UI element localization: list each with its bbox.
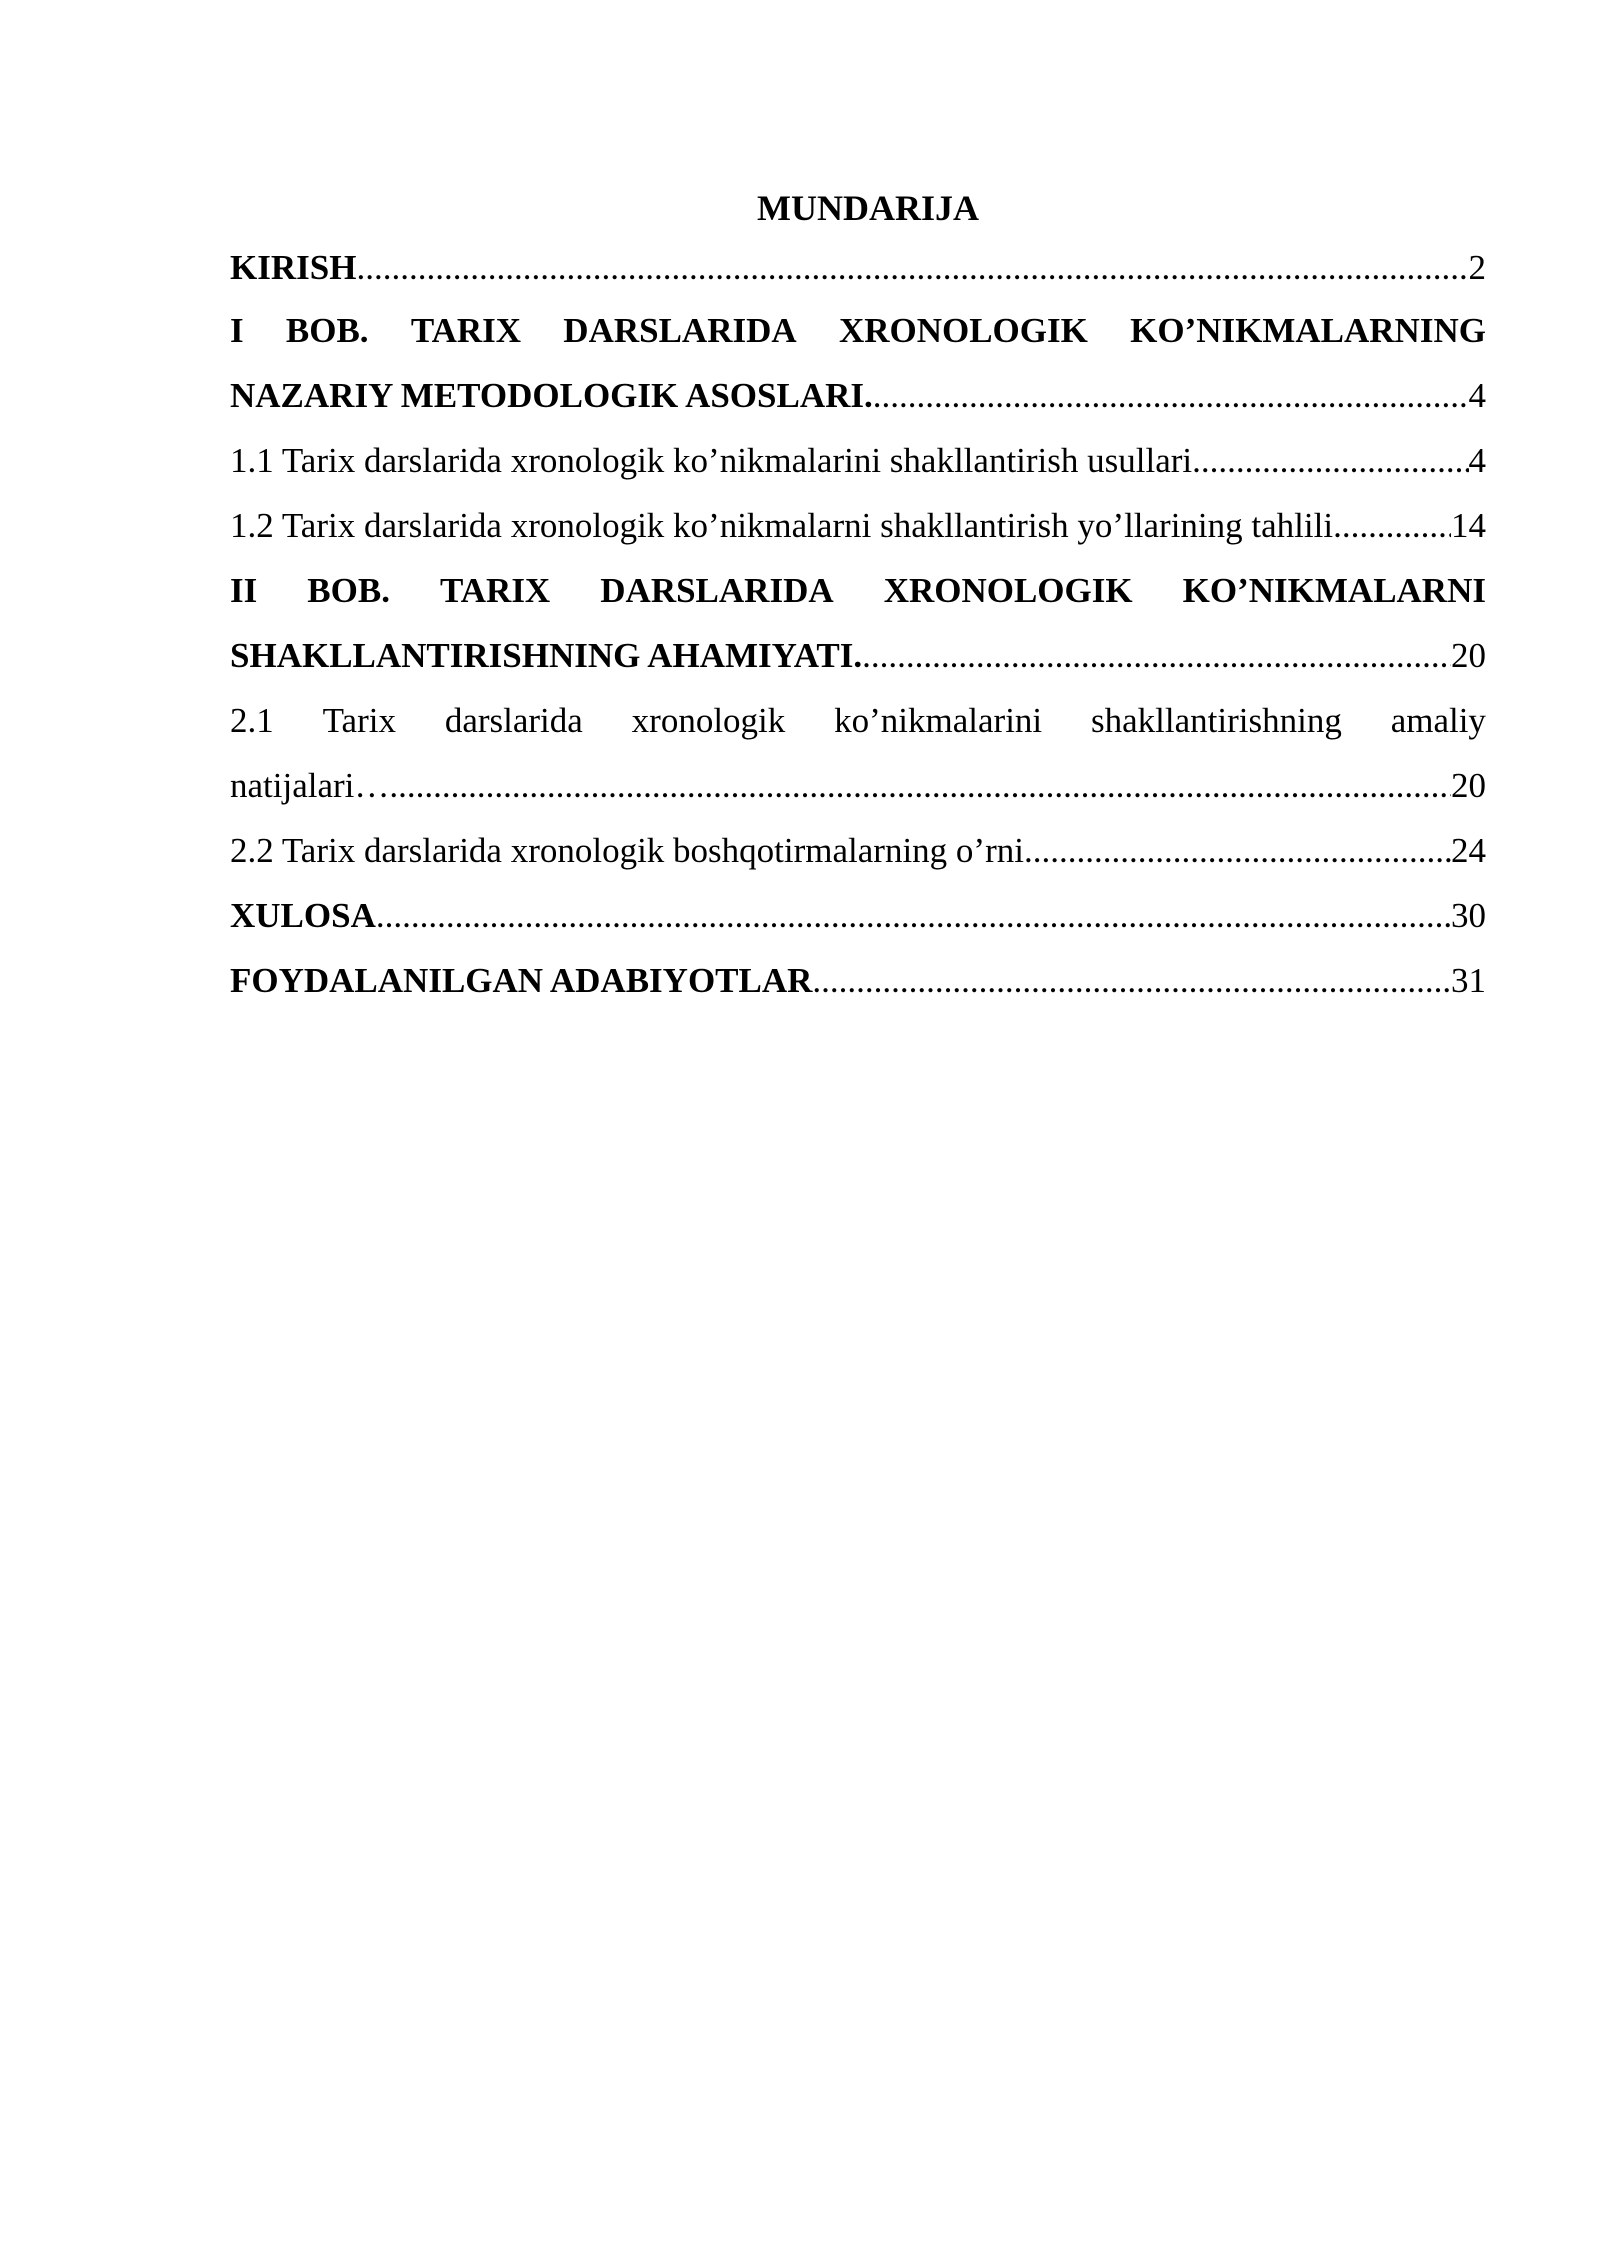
toc-entry-chapter-2-line-2[interactable] <box>230 623 1486 688</box>
toc-entry-section-2-2[interactable] <box>230 818 1486 883</box>
toc-entry-label: SHAKLLANTIRISHNING AHAMIYATI. <box>230 636 863 675</box>
toc-page-number: 2 <box>1468 248 1486 287</box>
toc-entry-chapter-2-line-1[interactable] <box>230 558 1486 623</box>
toc-dot-leader <box>1024 818 1451 883</box>
toc-word: I <box>230 311 244 350</box>
toc-page-number: 20 <box>1451 636 1486 675</box>
toc-word: amaliy <box>1390 701 1486 740</box>
toc-word: darslarida <box>444 701 583 740</box>
toc-entry-label: KIRISH <box>230 248 357 287</box>
toc-word: shakllantirishning <box>1091 701 1342 740</box>
toc-word: DARSLARIDA <box>600 571 834 610</box>
toc-entry-label: 1.1 Tarix darslarida xronologik ko’nikmalarini shakllantirish usullari <box>230 441 1193 480</box>
toc-entry-kirish[interactable] <box>230 238 1486 298</box>
toc-entry-label: XULOSA <box>230 896 376 935</box>
toc-entry-label: 1.2 Tarix darslarida xronologik ko’nikmalarni shakllantirish yo’llarining tahlili <box>230 506 1334 545</box>
toc-word: 2.1 <box>230 701 274 740</box>
toc-entry-label: NAZARIY METODOLOGIK ASOSLARI. <box>230 376 873 415</box>
toc-title: MUNDARIJA <box>757 188 979 228</box>
toc-page-number: 31 <box>1451 961 1486 1000</box>
toc-entry-xulosa[interactable] <box>230 883 1486 948</box>
toc-word: BOB. <box>307 571 390 610</box>
toc-page-number: 14 <box>1451 506 1486 545</box>
toc-entry-section-1-2[interactable] <box>230 493 1486 558</box>
toc-dot-leader <box>376 883 1451 948</box>
toc-entry-section-2-1-line-2[interactable] <box>230 753 1486 818</box>
toc-dot-leader <box>1192 428 1468 493</box>
toc-word: DARSLARIDA <box>563 311 797 350</box>
toc-page-number: 30 <box>1451 896 1486 935</box>
toc-page-number: 4 <box>1468 441 1486 480</box>
toc-word: XRONOLOGIK <box>883 571 1133 610</box>
toc-word: BOB. <box>285 311 369 350</box>
toc-dot-leader <box>873 363 1469 428</box>
toc-page-number: 24 <box>1451 831 1486 870</box>
toc-word: II <box>230 571 258 610</box>
toc-dot-leader <box>389 753 1451 818</box>
toc-entry-chapter-1-line-2[interactable] <box>230 363 1486 428</box>
toc-dot-leader <box>1333 493 1451 558</box>
toc-entry-chapter-1-line-1[interactable] <box>230 298 1486 363</box>
toc-word: ko’nikmalarini <box>834 701 1043 740</box>
toc-word: Tarix <box>322 701 396 740</box>
toc-entry-section-1-1[interactable] <box>230 428 1486 493</box>
toc-dot-leader <box>862 623 1451 688</box>
toc-word: XRONOLOGIK <box>838 311 1088 350</box>
toc-dot-leader <box>812 948 1451 1013</box>
toc-page-number: 4 <box>1468 376 1486 415</box>
toc-word: xronologik <box>631 701 786 740</box>
toc-page-number: 20 <box>1451 766 1486 805</box>
toc-entry-references[interactable] <box>230 948 1486 1013</box>
toc-word: TARIX <box>410 311 522 350</box>
toc-entry-section-2-1-line-1[interactable] <box>230 688 1486 753</box>
toc-word: KO’NIKMALARNING <box>1130 311 1486 350</box>
toc-word: KO’NIKMALARNI <box>1182 571 1486 610</box>
toc-dot-leader <box>356 238 1468 298</box>
toc-entry-label: FOYDALANILGAN ADABIYOTLAR <box>230 961 813 1000</box>
toc-entry-label: 2.2 Tarix darslarida xronologik boshqotirmalarning o’rni <box>230 831 1024 870</box>
table-of-contents <box>230 178 1486 1013</box>
toc-word: TARIX <box>440 571 551 610</box>
toc-entry-label: natijalari… <box>230 766 390 805</box>
